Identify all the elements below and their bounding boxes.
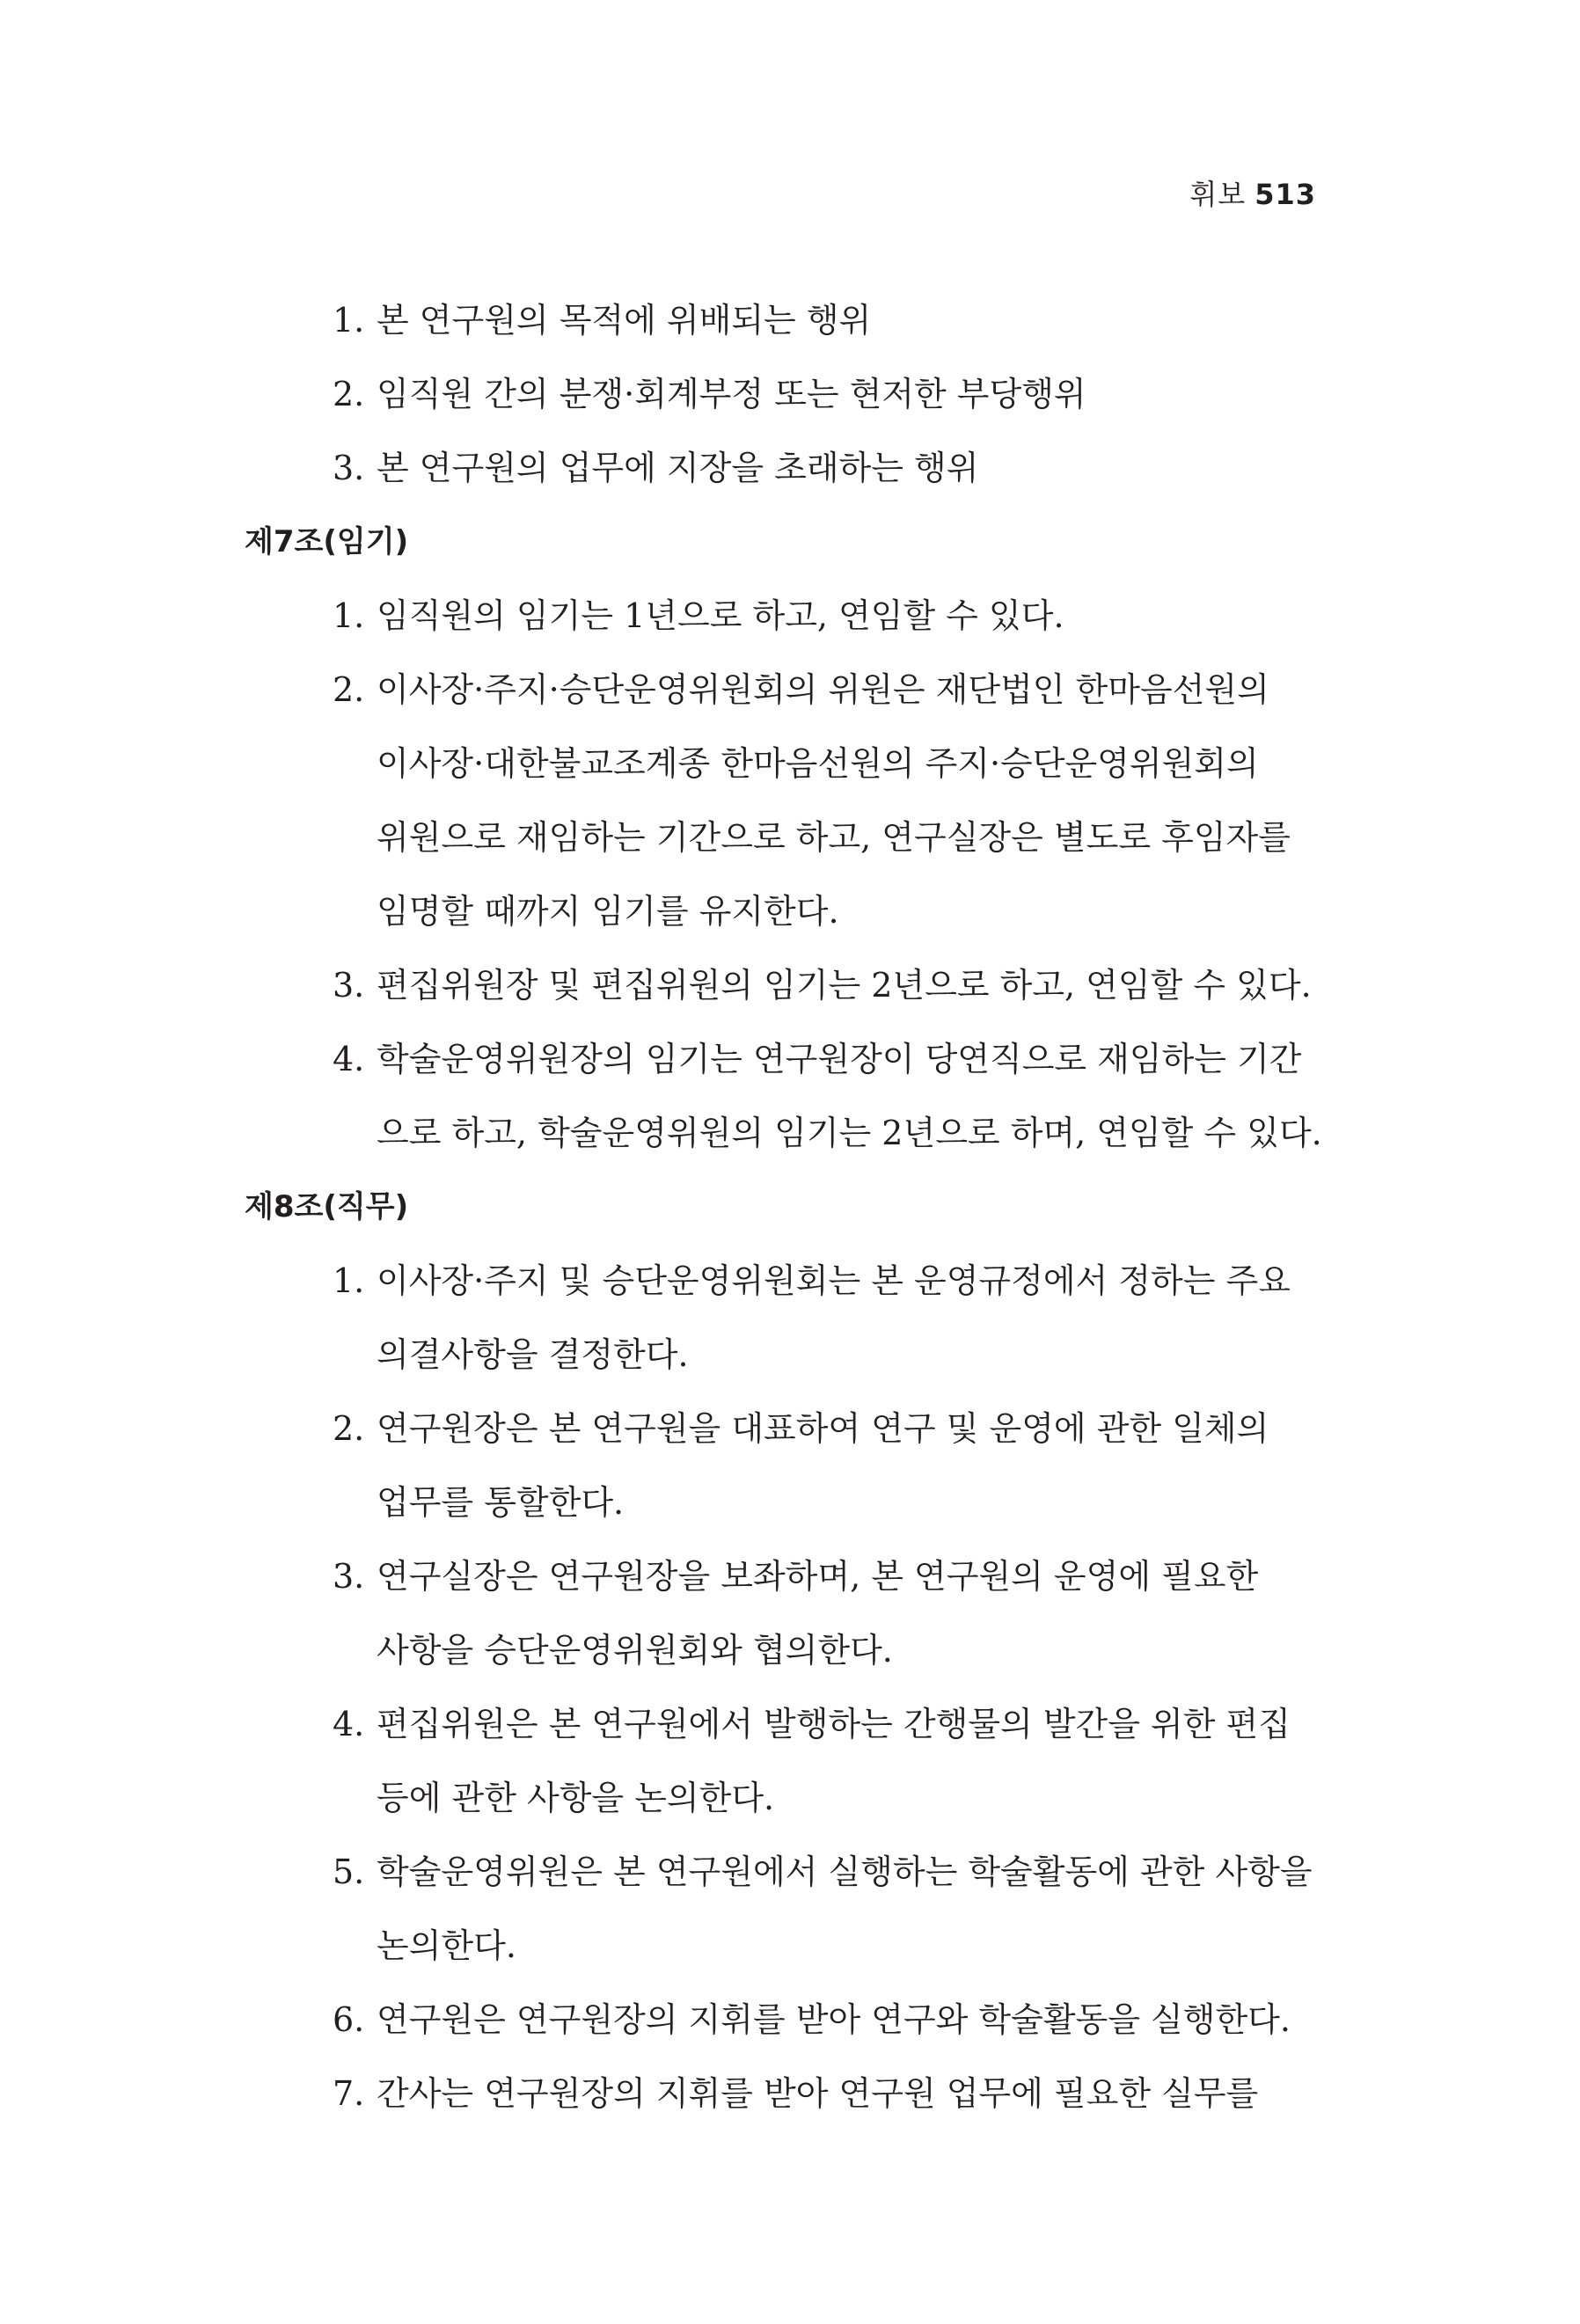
running-header	[1189, 172, 1316, 213]
item-number: 3.	[333, 966, 365, 1005]
item-text-line: 연구원장은 본 연구원을 대표하여 연구 및 운영에 관한 일체의	[377, 1409, 1269, 1448]
article-7-heading: 제7조(임기)	[245, 524, 409, 559]
item-text-line: 임명할 때까지 임기를 유지한다.	[377, 892, 839, 931]
list-item	[245, 357, 1318, 431]
page-number: 513	[1254, 178, 1316, 211]
item-text-line: 임직원의 임기는 1년으로 하고, 연임할 수 있다.	[377, 596, 1064, 635]
list-item	[245, 431, 1318, 505]
article-7-item-list	[245, 579, 1322, 1170]
item-text-line: 이사장·대한불교조계종 한마음선원의 주지·승단운영위원회의	[377, 744, 1259, 783]
item-number: 1.	[333, 301, 365, 340]
item-number: 4.	[333, 1040, 365, 1078]
article-8-item-list	[245, 1244, 1318, 2130]
item-text-line: 본 연구원의 목적에 위배되는 행위	[377, 301, 872, 340]
item-text-line: 편집위원장 및 편집위원의 임기는 2년으로 하고, 연임할 수 있다.	[377, 966, 1312, 1005]
item-number: 2.	[333, 375, 365, 413]
list-item	[245, 1244, 1318, 1392]
item-text-line: 학술운영위원은 본 연구원에서 실행하는 학술활동에 관한 사항을	[377, 1853, 1313, 1891]
item-number: 3.	[333, 449, 365, 487]
item-text-line: 논의한다.	[377, 1926, 516, 1965]
list-item	[245, 1539, 1318, 1687]
list-item	[245, 1687, 1318, 1835]
header-section-title: 휘보	[1189, 178, 1247, 211]
item-number: 3.	[333, 1557, 365, 1596]
item-number: 1.	[333, 596, 365, 635]
list-item	[245, 579, 1318, 653]
item-text-line: 사항을 승단운영위원회와 협의한다.	[377, 1631, 893, 1670]
item-list-continued	[245, 283, 1318, 505]
list-item	[245, 1983, 1318, 2057]
item-text-line: 본 연구원의 업무에 지장을 초래하는 행위	[377, 449, 979, 487]
item-text-line: 편집위원은 본 연구원에서 발행하는 간행물의 발간을 위한 편집	[377, 1705, 1291, 1743]
list-item	[245, 1835, 1318, 1983]
item-number: 4.	[333, 1705, 365, 1743]
article-8-heading: 제8조(직무)	[245, 1189, 409, 1224]
item-number: 2.	[333, 670, 365, 709]
item-text-line: 의결사항을 결정한다.	[377, 1335, 689, 1374]
item-number: 2.	[333, 1409, 365, 1448]
item-text-line: 이사장·주지 및 승단운영위원회는 본 운영규정에서 정하는 주요	[377, 1261, 1291, 1300]
item-text-line: 간사는 연구원장의 지휘를 받아 연구원 업무에 필요한 실무를	[377, 2074, 1259, 2113]
item-text-line: 업무를 통할한다.	[377, 1483, 625, 1522]
item-text-line: 위원으로 재임하는 기간으로 하고, 연구실장은 별도로 후임자를	[377, 818, 1291, 857]
item-text-line: 연구실장은 연구원장을 보좌하며, 본 연구원의 운영에 필요한	[377, 1557, 1259, 1596]
item-text-line: 등에 관한 사항을 논의한다.	[377, 1779, 775, 1817]
list-item	[245, 1022, 1322, 1170]
list-item	[245, 2057, 1318, 2130]
item-text-line: 이사장·주지·승단운영위원회의 위원은 재단법인 한마음선원의	[377, 670, 1269, 709]
list-item	[245, 283, 1318, 357]
item-text-line: 으로 하고, 학술운영위원의 임기는 2년으로 하며, 연임할 수 있다.	[377, 1114, 1322, 1152]
item-text-line: 학술운영위원장의 임기는 연구원장이 당연직으로 재임하는 기간	[377, 1040, 1302, 1078]
item-text-line: 연구원은 연구원장의 지휘를 받아 연구와 학술활동을 실행한다.	[377, 2000, 1291, 2039]
document-body	[245, 283, 1322, 2130]
item-number: 1.	[333, 1261, 365, 1300]
item-number: 7.	[333, 2074, 365, 2113]
item-number: 5.	[333, 1853, 365, 1891]
list-item	[245, 948, 1318, 1022]
list-item	[245, 1392, 1318, 1539]
item-number: 6.	[333, 2000, 365, 2039]
item-text-line: 임직원 간의 분쟁·회계부정 또는 현저한 부당행위	[377, 375, 1086, 413]
list-item	[245, 653, 1318, 948]
